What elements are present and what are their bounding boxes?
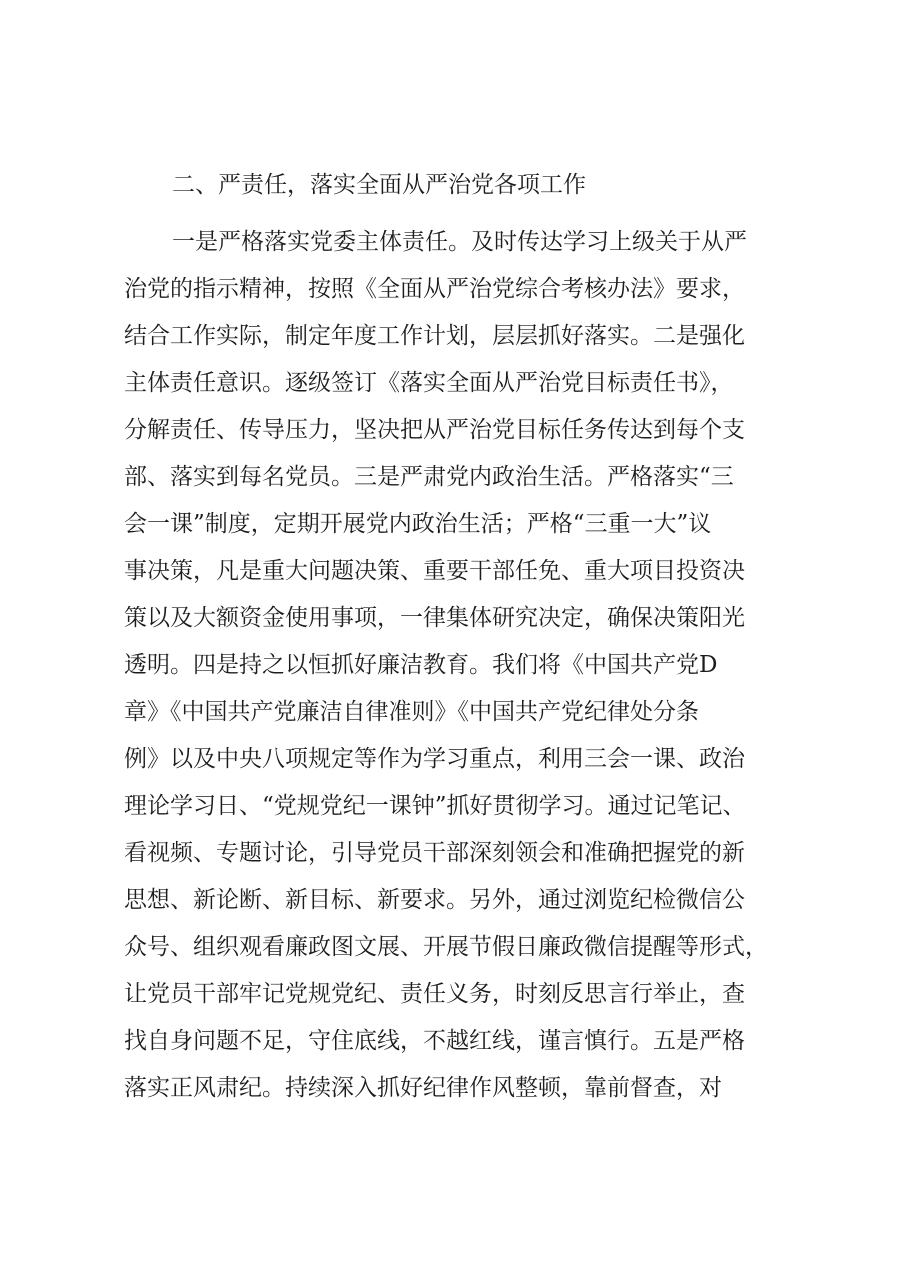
paragraph-line: 治党的指示精神，按照《全面从严治党综合考核办法》要求， <box>124 276 745 302</box>
paragraph-line: 众号、组织观看廉政图文展、开展节假日廉政微信提醒等形式， <box>124 934 768 960</box>
paragraph-line: 透明。四是持之以恒抓好廉洁教育。我们将《中国共产党D <box>124 652 718 678</box>
paragraph-line: 看视频、专题讨论，引导党员干部深刻领会和准确把握党的新 <box>124 840 745 866</box>
paragraph-line: 结合工作实际，制定年度工作计划，层层抓好落实。二是强化 <box>124 323 745 349</box>
section-heading: 二、严责任，落实全面从严治党各项工作 <box>172 172 586 198</box>
paragraph-line: 章》《中国共产党廉洁自律准则》《中国共产党纪律处分条 <box>124 699 699 725</box>
paragraph-line: 策以及大额资金使用事项，一律集体研究决定，确保决策阳光 <box>124 605 745 631</box>
paragraph-line: 理论学习日、“党规党纪一课钟”抓好贯彻学习。通过记笔记、 <box>124 793 746 819</box>
paragraph-line: 主体责任意识。逐级签订《落实全面从严治党目标责任书》， <box>124 370 734 396</box>
paragraph-line: 分解责任、传导压力，坚决把从严治党目标任务传达到每个支 <box>124 417 745 443</box>
paragraph-line: 部、落实到每名党员。三是严肃党内政治生活。严格落实“三 <box>124 464 734 490</box>
paragraph-line: 让党员干部牢记党规党纪、责任义务，时刻反思言行举止，查 <box>124 981 745 1007</box>
paragraph-line: 思想、新论断、新目标、新要求。另外，通过浏览纪检微信公 <box>124 887 745 913</box>
paragraph-line: 事决策，凡是重大问题决策、重要干部任免、重大项目投资决 <box>124 558 745 584</box>
paragraph-line: 例》以及中央八项规定等作为学习重点，利用三会一课、政治 <box>124 746 745 772</box>
paragraph-line: 会一课”制度，定期开展党内政治生活；严格“三重一大”议 <box>124 511 712 537</box>
paragraph-line: 落实正风肃纪。持续深入抓好纪律作风整顿，靠前督查，对 <box>124 1075 722 1101</box>
paragraph-line: 找自身问题不足，守住底线，不越红线，谨言慎行。五是严格 <box>124 1028 745 1054</box>
paragraph-line: 一是严格落实党委主体责任。及时传达学习上级关于从严 <box>172 229 747 255</box>
